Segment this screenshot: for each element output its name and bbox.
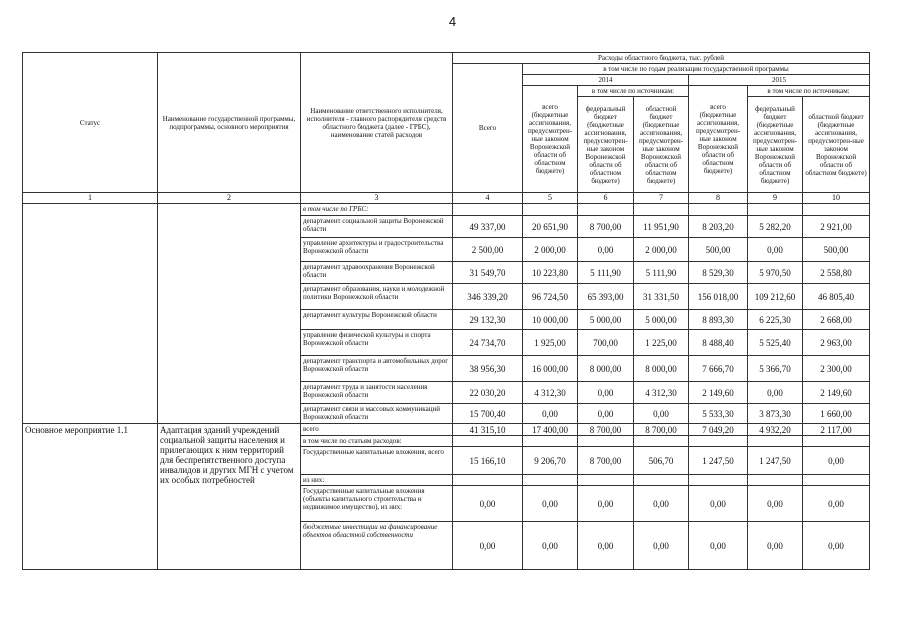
row-name: всего — [301, 424, 453, 436]
value-cell: 1 247,50 — [689, 447, 748, 475]
value-cell: 96 724,50 — [523, 284, 578, 310]
value-cell: 24 734,70 — [453, 330, 523, 356]
value-cell: 8 000,00 — [578, 356, 634, 382]
measure-status: Основное мероприятие 1.1 — [23, 424, 158, 570]
value-cell: 31 549,70 — [453, 262, 523, 284]
value-cell: 4 932,20 — [748, 424, 803, 436]
value-cell: 0,00 — [453, 522, 523, 570]
value-cell: 5 111,90 — [634, 262, 689, 284]
value-cell: 506,70 — [634, 447, 689, 475]
row-name: департамент связи и массовых коммуникаций Воронежской области — [301, 404, 453, 424]
value-cell: 7 049,20 — [689, 424, 748, 436]
page-number: 4 — [448, 14, 457, 29]
value-cell: 1 247,50 — [748, 447, 803, 475]
column-index-row — [23, 193, 870, 204]
value-cell: 3 873,30 — [748, 404, 803, 424]
value-cell: 500,00 — [689, 238, 748, 262]
value-cell — [523, 475, 578, 486]
table-row — [23, 204, 870, 216]
row-name: Государственные капитальные вложения (объекты капитального строительства и недвижимое имущество), из них: — [301, 486, 453, 522]
value-cell — [523, 436, 578, 447]
value-cell: 0,00 — [523, 404, 578, 424]
value-cell: 1 660,00 — [803, 404, 870, 424]
value-cell: 0,00 — [523, 486, 578, 522]
value-cell: 0,00 — [634, 404, 689, 424]
value-cell: 0,00 — [523, 522, 578, 570]
value-cell: 0,00 — [578, 238, 634, 262]
value-cell: 5 000,00 — [634, 310, 689, 330]
value-cell: 5 111,90 — [578, 262, 634, 284]
value-cell — [803, 204, 870, 216]
row-name: департамент транспорта и автомобильных дорог Воронежской области — [301, 356, 453, 382]
value-cell: 0,00 — [578, 486, 634, 522]
value-cell: 4 312,30 — [634, 382, 689, 404]
value-cell: 0,00 — [634, 522, 689, 570]
value-cell: 6 225,30 — [748, 310, 803, 330]
col-index: 2 — [158, 193, 301, 204]
value-cell: 15 700,40 — [453, 404, 523, 424]
value-cell: 2 300,00 — [803, 356, 870, 382]
row-name: в том числе по статьям расходов: — [301, 436, 453, 447]
header-by-years: в том числе по годам реализации государственной программы — [523, 64, 870, 75]
header-2014-regional: областной бюджет (бюджетные ассигнования, предусмотрен-ные законом Воронежской области об областном бюджете) — [634, 97, 689, 193]
row-name: бюджетные инвестиции на финансирование объектов областной собственности — [301, 522, 453, 570]
value-cell — [689, 475, 748, 486]
budget-table — [22, 52, 870, 570]
table-row — [23, 424, 870, 436]
value-cell — [689, 204, 748, 216]
value-cell — [453, 436, 523, 447]
value-cell — [748, 436, 803, 447]
value-cell — [453, 475, 523, 486]
row-name: в том числе по ГРБС: — [301, 204, 453, 216]
value-cell: 2 000,00 — [523, 238, 578, 262]
value-cell — [578, 204, 634, 216]
row-name: управление физической культуры и спорта Воронежской области — [301, 330, 453, 356]
value-cell: 0,00 — [748, 238, 803, 262]
value-cell: 0,00 — [578, 404, 634, 424]
value-cell: 8 000,00 — [634, 356, 689, 382]
header-2014-federal: федеральный бюджет (бюджетные ассигнования, предусмотрен-ные законом Воронежской области об областном бюджете) — [578, 97, 634, 193]
value-cell: 20 651,90 — [523, 216, 578, 238]
value-cell — [453, 204, 523, 216]
value-cell: 2 000,00 — [634, 238, 689, 262]
value-cell: 0,00 — [803, 447, 870, 475]
header-executor: Наименование ответственного исполнителя, исполнителя - главного распорядителя средств областного бюджета (далее - ГРБС), наименование статей расходов — [301, 53, 453, 193]
header-2015-regional: областной бюджет (бюджетные ассигнования, предусмотрен-ные законом Воронежской области об областном бюджете) — [803, 97, 870, 193]
value-cell: 5 282,20 — [748, 216, 803, 238]
value-cell: 8 488,40 — [689, 330, 748, 356]
col-index: 3 — [301, 193, 453, 204]
value-cell: 2 668,00 — [803, 310, 870, 330]
value-cell: 156 018,00 — [689, 284, 748, 310]
row-name: управление архитектуры и градостроительства Воронежской области — [301, 238, 453, 262]
header-year-2014: 2014 — [523, 75, 689, 86]
value-cell: 0,00 — [578, 522, 634, 570]
value-cell: 346 339,20 — [453, 284, 523, 310]
value-cell: 0,00 — [689, 522, 748, 570]
row-name: департамент здравоохранения Воронежской области — [301, 262, 453, 284]
value-cell: 2 117,00 — [803, 424, 870, 436]
value-cell: 65 393,00 — [578, 284, 634, 310]
header-year-2015: 2015 — [689, 75, 870, 86]
row-name: из них: — [301, 475, 453, 486]
col-index: 10 — [803, 193, 870, 204]
value-cell: 0,00 — [803, 522, 870, 570]
value-cell: 10 000,00 — [523, 310, 578, 330]
value-cell: 8 529,30 — [689, 262, 748, 284]
header-status: Статус — [23, 53, 158, 193]
value-cell: 1 925,00 — [523, 330, 578, 356]
value-cell — [803, 475, 870, 486]
value-cell: 5 970,50 — [748, 262, 803, 284]
value-cell: 31 331,50 — [634, 284, 689, 310]
value-cell: 0,00 — [578, 382, 634, 404]
value-cell: 2 921,00 — [803, 216, 870, 238]
value-cell: 8 893,30 — [689, 310, 748, 330]
value-cell: 2 149,60 — [689, 382, 748, 404]
value-cell: 8 700,00 — [578, 447, 634, 475]
row-name: департамент труда и занятости населения Воронежской области — [301, 382, 453, 404]
value-cell: 17 400,00 — [523, 424, 578, 436]
value-cell — [523, 204, 578, 216]
row-name: департамент социальной защиты Воронежской области — [301, 216, 453, 238]
value-cell: 29 132,30 — [453, 310, 523, 330]
value-cell: 0,00 — [453, 486, 523, 522]
value-cell: 41 315,10 — [453, 424, 523, 436]
header-2014-total: всего (бюджетные ассигнования, предусмотрен-ные законом Воронежской области об областном бюджете) — [523, 86, 578, 193]
header-total: Всего — [453, 64, 523, 193]
value-cell: 15 166,10 — [453, 447, 523, 475]
value-cell — [578, 475, 634, 486]
status-cell-empty — [23, 204, 158, 424]
header-program-name: Наименование государственной программы, подпрограммы, основного мероприятия — [158, 53, 301, 193]
header-2015-by-sources: в том числе по источникам: — [748, 86, 870, 97]
value-cell: 10 223,80 — [523, 262, 578, 284]
col-index: 9 — [748, 193, 803, 204]
value-cell: 4 312,30 — [523, 382, 578, 404]
value-cell: 1 225,00 — [634, 330, 689, 356]
value-cell: 2 149,60 — [803, 382, 870, 404]
value-cell: 8 700,00 — [578, 216, 634, 238]
col-index: 4 — [453, 193, 523, 204]
value-cell: 38 956,30 — [453, 356, 523, 382]
value-cell: 0,00 — [634, 486, 689, 522]
value-cell — [748, 475, 803, 486]
value-cell — [634, 204, 689, 216]
col-index: 7 — [634, 193, 689, 204]
value-cell: 109 212,60 — [748, 284, 803, 310]
value-cell — [748, 204, 803, 216]
value-cell: 0,00 — [689, 486, 748, 522]
value-cell — [634, 436, 689, 447]
value-cell — [689, 436, 748, 447]
value-cell: 11 951,90 — [634, 216, 689, 238]
value-cell: 5 533,30 — [689, 404, 748, 424]
program-cell-empty — [158, 204, 301, 424]
value-cell: 0,00 — [748, 522, 803, 570]
value-cell: 5 000,00 — [578, 310, 634, 330]
value-cell: 5 366,70 — [748, 356, 803, 382]
value-cell: 8 700,00 — [578, 424, 634, 436]
value-cell: 2 963,00 — [803, 330, 870, 356]
value-cell: 0,00 — [748, 486, 803, 522]
value-cell: 49 337,00 — [453, 216, 523, 238]
value-cell: 8 700,00 — [634, 424, 689, 436]
value-cell: 500,00 — [803, 238, 870, 262]
col-index: 6 — [578, 193, 634, 204]
value-cell: 700,00 — [578, 330, 634, 356]
value-cell: 9 206,70 — [523, 447, 578, 475]
value-cell — [634, 475, 689, 486]
value-cell: 0,00 — [748, 382, 803, 404]
header-2014-by-sources: в том числе по источникам: — [578, 86, 689, 97]
value-cell: 0,00 — [803, 486, 870, 522]
col-index: 1 — [23, 193, 158, 204]
value-cell: 22 030,20 — [453, 382, 523, 404]
header-2015-federal: федеральный бюджет (бюджетные ассигнования, предусмотрен-ные законом Воронежской области об областном бюджете) — [748, 97, 803, 193]
row-name: Государственные капитальные вложения, всего — [301, 447, 453, 475]
value-cell: 16 000,00 — [523, 356, 578, 382]
header-2015-total: всего (бюджетные ассигнования, предусмотрен-ные законом Воронежской области об областном бюджете) — [689, 86, 748, 193]
value-cell: 7 666,70 — [689, 356, 748, 382]
col-index: 8 — [689, 193, 748, 204]
value-cell: 8 203,20 — [689, 216, 748, 238]
measure-name: Адаптация зданий учреждений социальной защиты населения и прилегающих к ним территорий для беспрепятственного доступа инвалидов и других МГН с учетом их особых потребностей — [158, 424, 301, 570]
value-cell: 2 500,00 — [453, 238, 523, 262]
value-cell: 46 805,40 — [803, 284, 870, 310]
value-cell: 5 525,40 — [748, 330, 803, 356]
header-expenses-title: Расходы областного бюджета, тыс. рублей — [453, 53, 870, 64]
row-name: департамент культуры Воронежской области — [301, 310, 453, 330]
value-cell — [803, 436, 870, 447]
row-name: департамент образования, науки и молодежной политики Воронежской области — [301, 284, 453, 310]
value-cell — [578, 436, 634, 447]
value-cell: 2 558,80 — [803, 262, 870, 284]
col-index: 5 — [523, 193, 578, 204]
